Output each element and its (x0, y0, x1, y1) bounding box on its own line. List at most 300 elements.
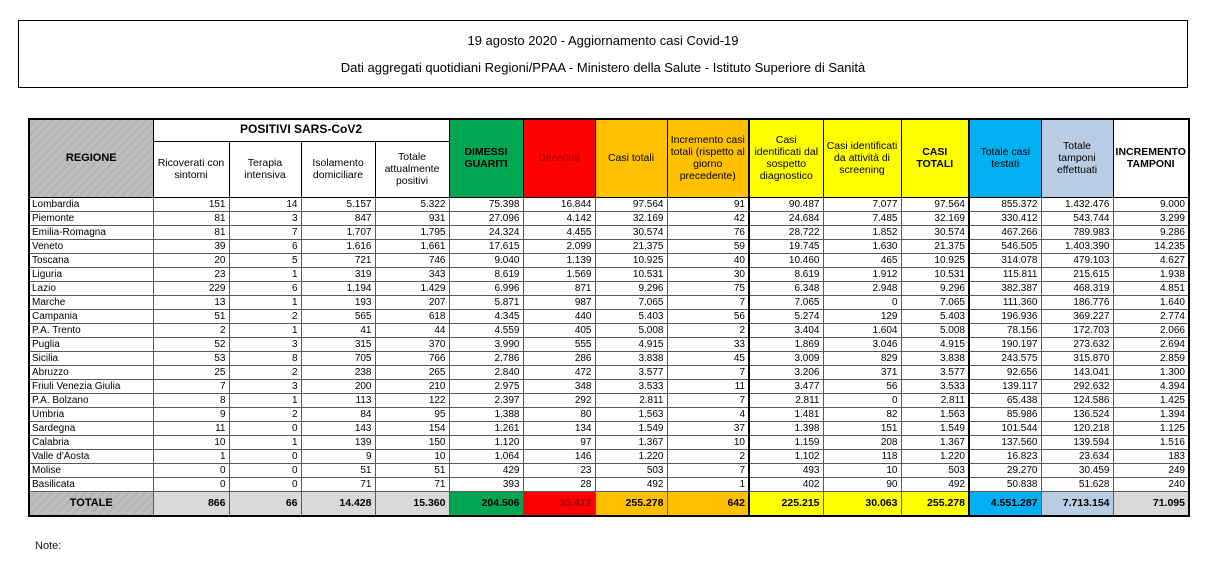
value-deceduti: 405 (523, 323, 595, 337)
value-isolamento-domiciliare: 721 (301, 253, 375, 267)
value-deceduti: 286 (523, 351, 595, 365)
value-casi-totali: 503 (595, 463, 667, 477)
covid-report-table (28, 118, 1190, 517)
column-header-totale-tamponi-effettuati: Totale tamponi effettuati (1041, 119, 1113, 197)
value-incremento-tamponi: 2.066 (1113, 323, 1189, 337)
value-casi-totali: 30.574 (595, 225, 667, 239)
value-totale-tamponi-effettuati: 315.870 (1041, 351, 1113, 365)
value-casi-totali: 1.367 (595, 435, 667, 449)
value-casi-sospetto-diagnostico: 1.159 (749, 435, 823, 449)
value-casi-totali-riepilogo: 4.915 (901, 337, 969, 351)
value-casi-totali: 4.915 (595, 337, 667, 351)
total-incremento-casi-totali: 642 (667, 491, 749, 516)
value-totale-attualmente-positivi: 766 (375, 351, 449, 365)
value-deceduti: 1.139 (523, 253, 595, 267)
value-ricoverati-con-sintomi: 52 (153, 337, 229, 351)
value-terapia-intensiva: 0 (229, 449, 301, 463)
value-isolamento-domiciliare: 143 (301, 421, 375, 435)
value-terapia-intensiva: 2 (229, 407, 301, 421)
value-ricoverati-con-sintomi: 13 (153, 295, 229, 309)
value-terapia-intensiva: 3 (229, 211, 301, 225)
region-name: Puglia (29, 337, 153, 351)
total-casi-sospetto-diagnostico: 225.215 (749, 491, 823, 516)
total-row (29, 491, 1189, 516)
value-casi-totali-riepilogo: 32.169 (901, 211, 969, 225)
value-terapia-intensiva: 14 (229, 197, 301, 211)
value-totale-tamponi-effettuati: 124.586 (1041, 393, 1113, 407)
value-casi-attivita-screening: 829 (823, 351, 901, 365)
value-totale-casi-testati: 111.360 (969, 295, 1041, 309)
value-casi-attivita-screening: 118 (823, 449, 901, 463)
value-casi-attivita-screening: 151 (823, 421, 901, 435)
value-ricoverati-con-sintomi: 25 (153, 365, 229, 379)
value-ricoverati-con-sintomi: 9 (153, 407, 229, 421)
value-casi-attivita-screening: 3.046 (823, 337, 901, 351)
value-deceduti: 987 (523, 295, 595, 309)
value-deceduti: 23 (523, 463, 595, 477)
value-incremento-tamponi: 1.300 (1113, 365, 1189, 379)
value-ricoverati-con-sintomi: 0 (153, 477, 229, 491)
table-row-veneto (29, 239, 1189, 253)
value-isolamento-domiciliare: 565 (301, 309, 375, 323)
value-deceduti: 80 (523, 407, 595, 421)
value-totale-casi-testati: 546.505 (969, 239, 1041, 253)
value-casi-totali: 3.838 (595, 351, 667, 365)
value-totale-tamponi-effettuati: 789.983 (1041, 225, 1113, 239)
value-incremento-tamponi: 249 (1113, 463, 1189, 477)
value-totale-casi-testati: 855.372 (969, 197, 1041, 211)
region-name: Piemonte (29, 211, 153, 225)
value-casi-totali: 1.563 (595, 407, 667, 421)
value-ricoverati-con-sintomi: 229 (153, 281, 229, 295)
region-name: Calabria (29, 435, 153, 449)
value-totale-tamponi-effettuati: 292.632 (1041, 379, 1113, 393)
total-totale-casi-testati: 4.551.287 (969, 491, 1041, 516)
value-incremento-casi-totali: 2 (667, 449, 749, 463)
value-totale-casi-testati: 330.412 (969, 211, 1041, 225)
value-isolamento-domiciliare: 5.157 (301, 197, 375, 211)
value-casi-attivita-screening: 7.485 (823, 211, 901, 225)
value-isolamento-domiciliare: 9 (301, 449, 375, 463)
region-name: P.A. Bolzano (29, 393, 153, 407)
region-name: Friuli Venezia Giulia (29, 379, 153, 393)
value-dimessi-guariti: 4.345 (449, 309, 523, 323)
value-casi-totali-riepilogo: 5.008 (901, 323, 969, 337)
value-deceduti: 348 (523, 379, 595, 393)
value-totale-attualmente-positivi: 746 (375, 253, 449, 267)
region-name: Molise (29, 463, 153, 477)
value-terapia-intensiva: 3 (229, 337, 301, 351)
value-incremento-casi-totali: 10 (667, 435, 749, 449)
value-incremento-casi-totali: 59 (667, 239, 749, 253)
value-isolamento-domiciliare: 1.616 (301, 239, 375, 253)
column-header-incremento-tamponi: INCREMENTO TAMPONI (1113, 119, 1189, 197)
value-ricoverati-con-sintomi: 81 (153, 211, 229, 225)
value-casi-attivita-screening: 7.077 (823, 197, 901, 211)
value-ricoverati-con-sintomi: 10 (153, 435, 229, 449)
total-casi-totali: 255.278 (595, 491, 667, 516)
value-casi-attivita-screening: 0 (823, 295, 901, 309)
value-casi-totali-riepilogo: 2.811 (901, 393, 969, 407)
value-totale-attualmente-positivi: 1.795 (375, 225, 449, 239)
value-totale-attualmente-positivi: 207 (375, 295, 449, 309)
value-totale-tamponi-effettuati: 143.041 (1041, 365, 1113, 379)
table-row-valle-d-aosta (29, 449, 1189, 463)
value-dimessi-guariti: 1.261 (449, 421, 523, 435)
column-header-casi-attivita-screening: Casi identificati da attività di screening (823, 119, 901, 197)
value-incremento-tamponi: 2.859 (1113, 351, 1189, 365)
value-deceduti: 440 (523, 309, 595, 323)
value-dimessi-guariti: 17.615 (449, 239, 523, 253)
value-casi-sospetto-diagnostico: 19.745 (749, 239, 823, 253)
value-totale-tamponi-effettuati: 468.319 (1041, 281, 1113, 295)
value-isolamento-domiciliare: 1.707 (301, 225, 375, 239)
region-name: Emilia-Romagna (29, 225, 153, 239)
value-casi-totali: 1.220 (595, 449, 667, 463)
table-body (29, 197, 1189, 516)
value-casi-attivita-screening: 0 (823, 393, 901, 407)
value-terapia-intensiva: 5 (229, 253, 301, 267)
value-casi-totali-riepilogo: 9.296 (901, 281, 969, 295)
value-casi-totali-riepilogo: 492 (901, 477, 969, 491)
value-casi-totali: 5.008 (595, 323, 667, 337)
value-dimessi-guariti: 2.840 (449, 365, 523, 379)
value-casi-attivita-screening: 371 (823, 365, 901, 379)
value-incremento-casi-totali: 91 (667, 197, 749, 211)
value-totale-attualmente-positivi: 370 (375, 337, 449, 351)
value-casi-sospetto-diagnostico: 28.722 (749, 225, 823, 239)
value-ricoverati-con-sintomi: 8 (153, 393, 229, 407)
value-isolamento-domiciliare: 847 (301, 211, 375, 225)
value-casi-totali: 5.403 (595, 309, 667, 323)
value-totale-attualmente-positivi: 931 (375, 211, 449, 225)
value-dimessi-guariti: 75.398 (449, 197, 523, 211)
value-casi-totali: 3.533 (595, 379, 667, 393)
value-totale-casi-testati: 85.986 (969, 407, 1041, 421)
value-casi-totali-riepilogo: 97.564 (901, 197, 969, 211)
value-totale-tamponi-effettuati: 215.615 (1041, 267, 1113, 281)
value-ricoverati-con-sintomi: 1 (153, 449, 229, 463)
column-header-totale-attualmente-positivi: Totale attualmente positivi (375, 141, 449, 197)
value-totale-tamponi-effettuati: 1.403.390 (1041, 239, 1113, 253)
value-totale-casi-testati: 190.197 (969, 337, 1041, 351)
value-casi-totali: 3.577 (595, 365, 667, 379)
value-casi-sospetto-diagnostico: 7.065 (749, 295, 823, 309)
table-row-sardegna (29, 421, 1189, 435)
value-totale-casi-testati: 65.438 (969, 393, 1041, 407)
value-terapia-intensiva: 1 (229, 393, 301, 407)
value-totale-attualmente-positivi: 95 (375, 407, 449, 421)
value-casi-totali-riepilogo: 10.531 (901, 267, 969, 281)
region-name: Abruzzo (29, 365, 153, 379)
value-casi-sospetto-diagnostico: 3.009 (749, 351, 823, 365)
value-terapia-intensiva: 1 (229, 267, 301, 281)
value-incremento-casi-totali: 56 (667, 309, 749, 323)
value-casi-totali-riepilogo: 1.367 (901, 435, 969, 449)
value-casi-totali-riepilogo: 5.403 (901, 309, 969, 323)
value-ricoverati-con-sintomi: 11 (153, 421, 229, 435)
value-totale-attualmente-positivi: 71 (375, 477, 449, 491)
value-terapia-intensiva: 6 (229, 281, 301, 295)
value-isolamento-domiciliare: 71 (301, 477, 375, 491)
value-ricoverati-con-sintomi: 23 (153, 267, 229, 281)
value-totale-casi-testati: 243.575 (969, 351, 1041, 365)
value-terapia-intensiva: 0 (229, 477, 301, 491)
value-incremento-tamponi: 1.516 (1113, 435, 1189, 449)
value-terapia-intensiva: 1 (229, 295, 301, 309)
value-incremento-casi-totali: 7 (667, 393, 749, 407)
value-incremento-casi-totali: 11 (667, 379, 749, 393)
total-totale-tamponi-effettuati: 7.713.154 (1041, 491, 1113, 516)
value-casi-totali: 7.065 (595, 295, 667, 309)
value-incremento-tamponi: 1.394 (1113, 407, 1189, 421)
value-casi-sospetto-diagnostico: 1.398 (749, 421, 823, 435)
value-casi-totali-riepilogo: 503 (901, 463, 969, 477)
value-totale-tamponi-effettuati: 23.634 (1041, 449, 1113, 463)
title-box (18, 20, 1188, 88)
value-totale-attualmente-positivi: 10 (375, 449, 449, 463)
value-terapia-intensiva: 1 (229, 323, 301, 337)
value-isolamento-domiciliare: 1.194 (301, 281, 375, 295)
value-isolamento-domiciliare: 200 (301, 379, 375, 393)
value-totale-attualmente-positivi: 265 (375, 365, 449, 379)
value-dimessi-guariti: 5.871 (449, 295, 523, 309)
value-casi-totali: 32.169 (595, 211, 667, 225)
value-totale-tamponi-effettuati: 369.227 (1041, 309, 1113, 323)
value-casi-totali-riepilogo: 30.574 (901, 225, 969, 239)
column-header-regione: REGIONE (29, 119, 153, 197)
column-header-isolamento-domiciliare: Isolamento domiciliare (301, 141, 375, 197)
value-casi-sospetto-diagnostico: 8.619 (749, 267, 823, 281)
value-incremento-casi-totali: 4 (667, 407, 749, 421)
value-terapia-intensiva: 2 (229, 365, 301, 379)
value-incremento-tamponi: 4.627 (1113, 253, 1189, 267)
value-dimessi-guariti: 24.324 (449, 225, 523, 239)
value-totale-casi-testati: 92.656 (969, 365, 1041, 379)
value-ricoverati-con-sintomi: 7 (153, 379, 229, 393)
value-totale-casi-testati: 78.156 (969, 323, 1041, 337)
total-casi-attivita-screening: 30.063 (823, 491, 901, 516)
value-deceduti: 555 (523, 337, 595, 351)
value-dimessi-guariti: 393 (449, 477, 523, 491)
value-incremento-tamponi: 1.938 (1113, 267, 1189, 281)
value-deceduti: 871 (523, 281, 595, 295)
value-dimessi-guariti: 1.120 (449, 435, 523, 449)
value-totale-casi-testati: 467.266 (969, 225, 1041, 239)
value-ricoverati-con-sintomi: 81 (153, 225, 229, 239)
value-casi-attivita-screening: 129 (823, 309, 901, 323)
value-ricoverati-con-sintomi: 0 (153, 463, 229, 477)
value-casi-totali: 492 (595, 477, 667, 491)
column-header-incremento-casi-totali: Incremento casi totali (rispetto al giorno precedente) (667, 119, 749, 197)
table-row-piemonte (29, 211, 1189, 225)
column-header-ricoverati-con-sintomi: Ricoverati con sintomi (153, 141, 229, 197)
table-row-liguria (29, 267, 1189, 281)
value-casi-sospetto-diagnostico: 1.481 (749, 407, 823, 421)
region-name: Lombardia (29, 197, 153, 211)
value-incremento-tamponi: 2.774 (1113, 309, 1189, 323)
value-incremento-casi-totali: 30 (667, 267, 749, 281)
value-isolamento-domiciliare: 51 (301, 463, 375, 477)
table-row-puglia (29, 337, 1189, 351)
region-name: Basilicata (29, 477, 153, 491)
table-row-abruzzo (29, 365, 1189, 379)
value-dimessi-guariti: 8.619 (449, 267, 523, 281)
value-incremento-casi-totali: 33 (667, 337, 749, 351)
value-dimessi-guariti: 27.096 (449, 211, 523, 225)
value-totale-attualmente-positivi: 210 (375, 379, 449, 393)
value-dimessi-guariti: 429 (449, 463, 523, 477)
value-incremento-casi-totali: 2 (667, 323, 749, 337)
value-casi-attivita-screening: 2.948 (823, 281, 901, 295)
value-incremento-casi-totali: 7 (667, 365, 749, 379)
value-deceduti: 2.099 (523, 239, 595, 253)
value-totale-attualmente-positivi: 1.661 (375, 239, 449, 253)
column-header-totale-casi-testati: Totale casi testati (969, 119, 1041, 197)
total-totale-attualmente-positivi: 15.360 (375, 491, 449, 516)
value-casi-attivita-screening: 1.852 (823, 225, 901, 239)
value-casi-totali: 97.564 (595, 197, 667, 211)
table-row-molise (29, 463, 1189, 477)
value-isolamento-domiciliare: 193 (301, 295, 375, 309)
value-totale-tamponi-effettuati: 1.432.476 (1041, 197, 1113, 211)
value-casi-totali: 2.811 (595, 393, 667, 407)
value-deceduti: 134 (523, 421, 595, 435)
value-incremento-tamponi: 1.125 (1113, 421, 1189, 435)
table-row-calabria (29, 435, 1189, 449)
report-title: 19 agosto 2020 - Aggiornamento casi Covid-19 (467, 33, 739, 48)
column-header-casi-totali-riepilogo: CASI TOTALI (901, 119, 969, 197)
table-row-toscana (29, 253, 1189, 267)
value-totale-attualmente-positivi: 154 (375, 421, 449, 435)
value-totale-attualmente-positivi: 1.429 (375, 281, 449, 295)
value-ricoverati-con-sintomi: 39 (153, 239, 229, 253)
value-ricoverati-con-sintomi: 20 (153, 253, 229, 267)
value-casi-totali: 10.925 (595, 253, 667, 267)
value-dimessi-guariti: 1.064 (449, 449, 523, 463)
value-incremento-casi-totali: 7 (667, 295, 749, 309)
value-isolamento-domiciliare: 113 (301, 393, 375, 407)
value-terapia-intensiva: 1 (229, 435, 301, 449)
value-casi-totali: 1.549 (595, 421, 667, 435)
value-incremento-tamponi: 183 (1113, 449, 1189, 463)
total-incremento-tamponi: 71.095 (1113, 491, 1189, 516)
value-totale-casi-testati: 29.270 (969, 463, 1041, 477)
column-header-dimessi-guariti: DIMESSI GUARITI (449, 119, 523, 197)
value-totale-tamponi-effettuati: 479.103 (1041, 253, 1113, 267)
value-casi-attivita-screening: 1.630 (823, 239, 901, 253)
table-row-basilicata (29, 477, 1189, 491)
table-row-umbria (29, 407, 1189, 421)
total-casi-totali-riepilogo: 255.278 (901, 491, 969, 516)
value-ricoverati-con-sintomi: 2 (153, 323, 229, 337)
value-casi-sospetto-diagnostico: 402 (749, 477, 823, 491)
value-casi-sospetto-diagnostico: 3.206 (749, 365, 823, 379)
value-casi-totali-riepilogo: 1.549 (901, 421, 969, 435)
value-isolamento-domiciliare: 319 (301, 267, 375, 281)
table-row-friuli-venezia-giulia (29, 379, 1189, 393)
column-header-terapia-intensiva: Terapia intensiva (229, 141, 301, 197)
value-ricoverati-con-sintomi: 51 (153, 309, 229, 323)
value-casi-attivita-screening: 56 (823, 379, 901, 393)
region-name: Liguria (29, 267, 153, 281)
value-terapia-intensiva: 3 (229, 379, 301, 393)
table-row-emilia-romagna (29, 225, 1189, 239)
value-totale-tamponi-effettuati: 186.776 (1041, 295, 1113, 309)
value-incremento-casi-totali: 40 (667, 253, 749, 267)
value-casi-totali-riepilogo: 3.838 (901, 351, 969, 365)
value-dimessi-guariti: 9.040 (449, 253, 523, 267)
value-incremento-casi-totali: 76 (667, 225, 749, 239)
table-row-marche (29, 295, 1189, 309)
value-incremento-tamponi: 3.299 (1113, 211, 1189, 225)
value-incremento-casi-totali: 37 (667, 421, 749, 435)
value-casi-totali: 21.375 (595, 239, 667, 253)
value-casi-totali-riepilogo: 1.220 (901, 449, 969, 463)
value-casi-attivita-screening: 1.912 (823, 267, 901, 281)
value-totale-tamponi-effettuati: 136.524 (1041, 407, 1113, 421)
region-name: Toscana (29, 253, 153, 267)
region-name: Umbria (29, 407, 153, 421)
table-row-lazio (29, 281, 1189, 295)
region-name: P.A. Trento (29, 323, 153, 337)
value-incremento-casi-totali: 75 (667, 281, 749, 295)
value-casi-totali-riepilogo: 21.375 (901, 239, 969, 253)
value-deceduti: 16.844 (523, 197, 595, 211)
value-totale-tamponi-effettuati: 30.459 (1041, 463, 1113, 477)
value-totale-casi-testati: 50.838 (969, 477, 1041, 491)
value-incremento-tamponi: 9.000 (1113, 197, 1189, 211)
value-totale-attualmente-positivi: 5.322 (375, 197, 449, 211)
value-casi-sospetto-diagnostico: 5.274 (749, 309, 823, 323)
value-dimessi-guariti: 2.786 (449, 351, 523, 365)
region-name: Veneto (29, 239, 153, 253)
table-row-campania (29, 309, 1189, 323)
value-totale-casi-testati: 137.560 (969, 435, 1041, 449)
region-name: Valle d'Aosta (29, 449, 153, 463)
value-totale-tamponi-effettuati: 139.594 (1041, 435, 1113, 449)
value-incremento-tamponi: 1.640 (1113, 295, 1189, 309)
value-terapia-intensiva: 8 (229, 351, 301, 365)
note-label: Note: (35, 540, 62, 552)
total-label: TOTALE (29, 491, 153, 516)
value-casi-attivita-screening: 82 (823, 407, 901, 421)
total-dimessi-guariti: 204.506 (449, 491, 523, 516)
value-casi-sospetto-diagnostico: 3.477 (749, 379, 823, 393)
value-casi-totali: 10.531 (595, 267, 667, 281)
value-casi-totali: 9.296 (595, 281, 667, 295)
value-isolamento-domiciliare: 139 (301, 435, 375, 449)
value-casi-attivita-screening: 465 (823, 253, 901, 267)
value-incremento-casi-totali: 1 (667, 477, 749, 491)
value-deceduti: 4.142 (523, 211, 595, 225)
value-totale-casi-testati: 115.811 (969, 267, 1041, 281)
value-casi-attivita-screening: 208 (823, 435, 901, 449)
region-name: Sicilia (29, 351, 153, 365)
value-deceduti: 292 (523, 393, 595, 407)
value-deceduti: 28 (523, 477, 595, 491)
value-casi-totali-riepilogo: 1.563 (901, 407, 969, 421)
value-casi-attivita-screening: 1.604 (823, 323, 901, 337)
column-header-casi-totali: Casi totali (595, 119, 667, 197)
value-deceduti: 1.569 (523, 267, 595, 281)
value-totale-casi-testati: 314.078 (969, 253, 1041, 267)
value-casi-sospetto-diagnostico: 2.811 (749, 393, 823, 407)
value-totale-casi-testati: 16.823 (969, 449, 1041, 463)
value-terapia-intensiva: 2 (229, 309, 301, 323)
value-casi-sospetto-diagnostico: 6.348 (749, 281, 823, 295)
value-isolamento-domiciliare: 315 (301, 337, 375, 351)
